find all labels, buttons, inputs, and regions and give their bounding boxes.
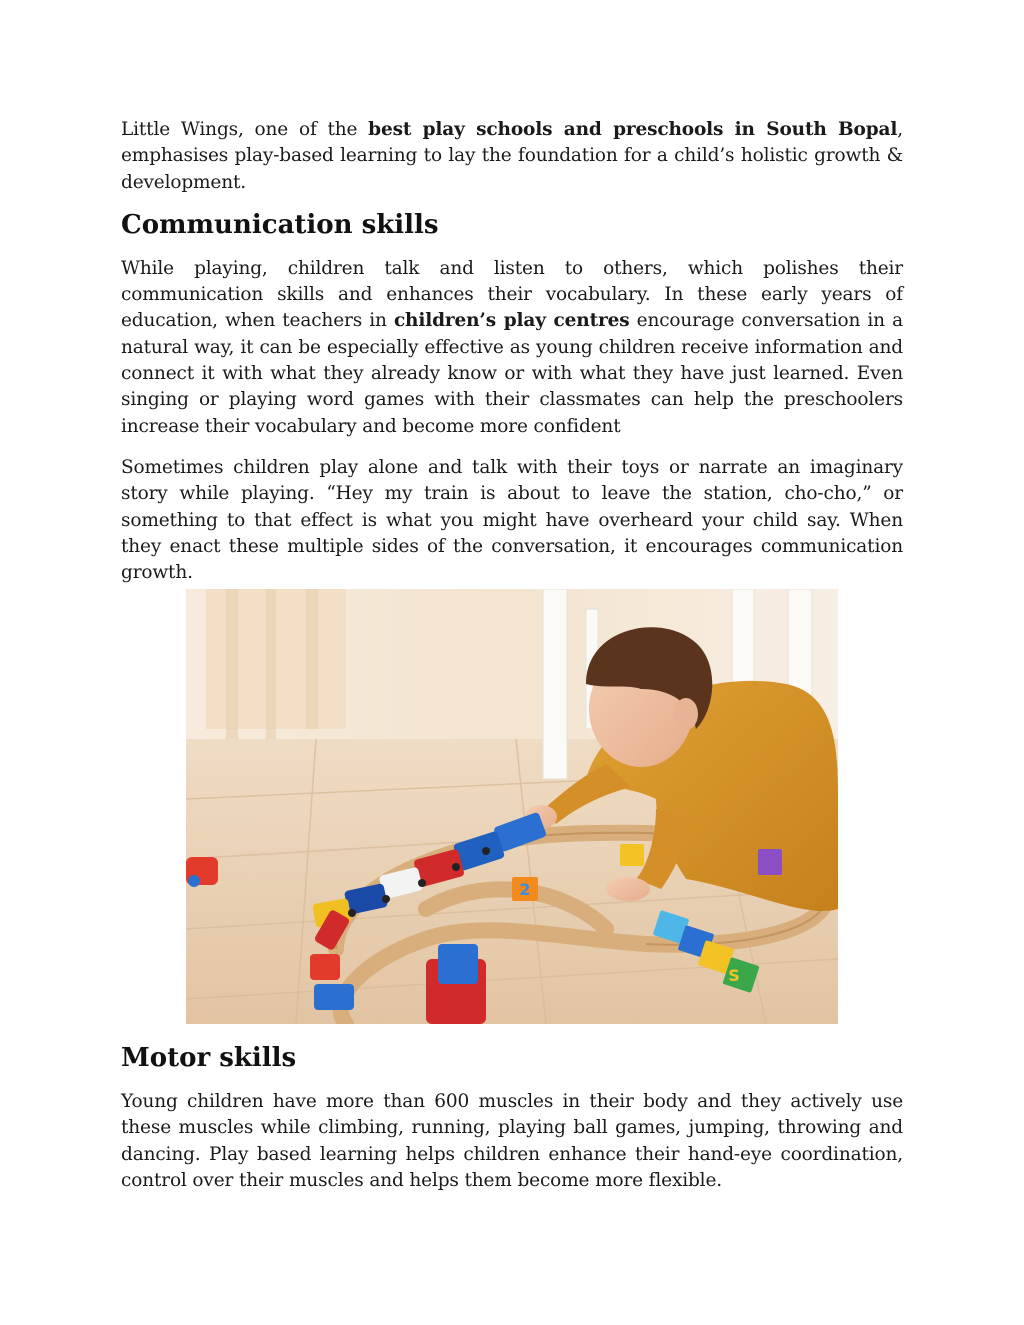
child-right-hand (606, 877, 650, 901)
motor-heading: Motor skills (121, 1043, 297, 1073)
communication-paragraph-2: Sometimes children play alone and talk with their toys or narrate an imaginary story while playing. “Hey my train is about to leave the station, cho-cho,” or something to that effect is what you might have overheard your child say. When they enact these multiple sides of the conversation, it encourages communication growth. (121, 456, 903, 584)
comm-p1-text-start: While playing, children talk and listen to others, which polishes their communication skills and enhances their vocabulary. In these early years of education, when teachers in (121, 257, 903, 332)
intro-bold-phrase: best play schools and preschools in South Bopal (368, 119, 898, 140)
document-body (121, 117, 903, 586)
motor-paragraph-1: Young children have more than 600 muscles in their body and they actively use these muscles while climbing, running, playing ball games, jumping, throwing and dancing. Play based learning helps children enhance their hand-eye coordination, control over their muscles and helps them become more flexible. (121, 1091, 903, 1191)
comm-p1-text-end: encourage conversation in a natural way, it can be especially effective as young children receive information and connect it with what they already know or with what they have just learned. Even singing or playing word games with their classmates can help the preschoolers increase their vocabulary and become more confident (121, 310, 903, 437)
comm-p1-bold-phrase: children’s play centres (393, 310, 630, 332)
intro-paragraph (121, 117, 903, 196)
motor-skills-section (121, 1041, 903, 1194)
intro-text-end: , emphasises play-based learning to lay the foundation for a child’s holistic growth & development. (121, 119, 903, 193)
communication-paragraph-1 (121, 256, 903, 440)
svg-text:S: S (728, 966, 740, 985)
child-playing-with-train-photo (186, 589, 838, 1024)
communication-heading: Communication skills (121, 209, 439, 240)
svg-text:2: 2 (519, 880, 531, 899)
intro-text-start: Little Wings, one of the (121, 119, 369, 140)
